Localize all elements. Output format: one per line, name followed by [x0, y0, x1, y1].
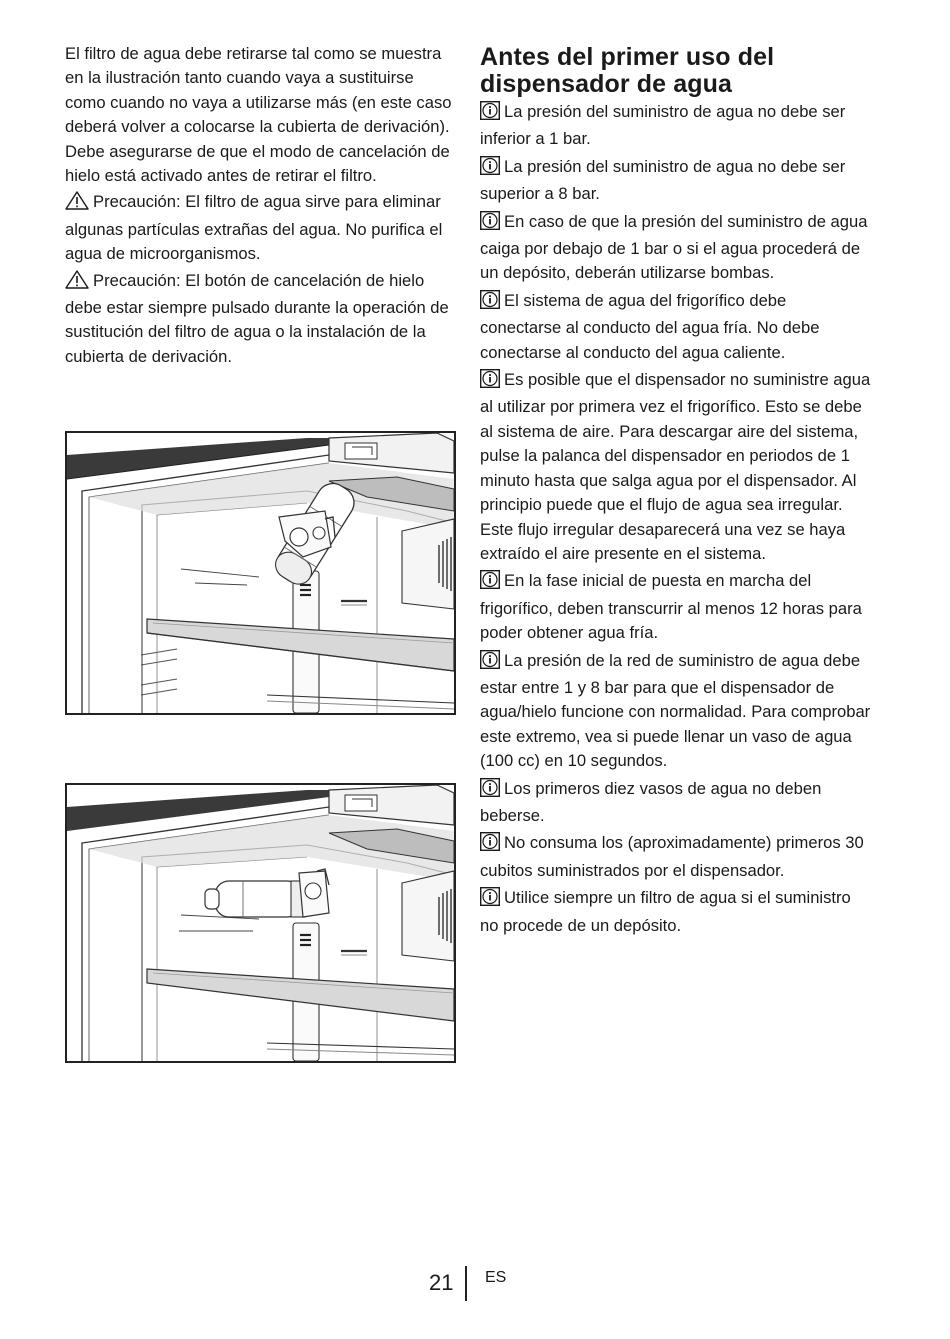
info-note — [480, 649, 872, 774]
info-icon — [480, 887, 500, 913]
info-note — [480, 155, 872, 207]
info-icon — [480, 650, 500, 676]
warning-triangle-icon — [65, 270, 89, 296]
info-note — [480, 368, 872, 566]
info-note-text: La presión de la red de suministro de agua debe estar entre 1 y 8 bar para que el dispensador de agua/hielo funcione con normalidad. Para comprobar este extremo, vea si puede llenar un vaso de agua (100 cc) en 10 segundos. — [480, 650, 871, 771]
page-footer — [0, 1266, 950, 1306]
info-note-text: No consuma los (aproximadamente) primeros 30 cubitos suministrados por el dispensador. — [480, 833, 864, 880]
info-note — [480, 569, 872, 645]
right-column — [480, 42, 872, 941]
info-icon — [480, 832, 500, 858]
left-column — [65, 42, 457, 369]
info-note-text: Utilice siempre un filtro de agua si el suministro no procede de un depósito. — [480, 888, 851, 935]
info-icon — [480, 101, 500, 127]
info-note-text: Es posible que el dispensador no suministre agua al utilizar por primera vez el frigorífico. Esto se debe al sistema de aire. Para descargar aire del sistema, pulse la palanca del dispensador en periodos de 1 minuto hasta que salga agua por el dispensador. Al principio puede que el flujo de agua sea irregular. Este flujo irregular desaparecerá una vez se haya extraído el aire presente en el sistema. — [480, 370, 871, 563]
footer-divider — [465, 1266, 467, 1301]
info-icon — [480, 570, 500, 596]
info-note-text: En caso de que la presión del suministro de agua caiga por debajo de 1 bar o si el agua procederá de un depósito, deberán utilizarse bombas. — [480, 211, 868, 283]
info-note — [480, 289, 872, 365]
intro-paragraph: El filtro de agua debe retirarse tal como se muestra en la ilustración tanto cuando vaya a sustituirse como cuando no vaya a utilizarse más (en este caso deberá volver a colocarse la cubierta de derivación). Debe asegurarse de que el modo de cancelación de hielo está activado antes de retirar el filtro. — [65, 44, 452, 186]
info-icon — [480, 290, 500, 316]
page-number: 21 — [429, 1270, 454, 1295]
caution-note — [65, 269, 457, 370]
illustration-filter-removal-step-2 — [65, 783, 456, 1063]
info-icon — [480, 778, 500, 804]
info-note-text: En la fase inicial de puesta en marcha del frigorífico, deben transcurrir al menos 12 horas para poder obtener agua fría. — [480, 571, 862, 643]
info-note — [480, 831, 872, 883]
info-note — [480, 777, 872, 829]
info-note-text: Los primeros diez vasos de agua no deben beberse. — [480, 778, 822, 825]
caution-text: Precaución: El botón de cancelación de hielo debe estar siempre pulsado durante la operación de sustitución del filtro de agua o la instalación de la cubierta de derivación. — [65, 270, 449, 366]
caution-text: Precaución: El filtro de agua sirve para eliminar algunas partículas extrañas del agua. No purifica el agua de microorganismos. — [65, 192, 443, 264]
section-heading: Antes del primer uso del dispensador de agua — [480, 43, 775, 98]
notes-list — [480, 100, 872, 938]
info-note-text: El sistema de agua del frigorífico debe conectarse al conducto del agua fría. No debe conectarse al conducto del agua caliente. — [480, 290, 820, 362]
info-icon — [480, 156, 500, 182]
warning-triangle-icon — [65, 191, 89, 217]
info-note — [480, 100, 872, 152]
info-note — [480, 886, 872, 938]
info-note — [480, 210, 872, 286]
info-note-text: La presión del suministro de agua no debe ser inferior a 1 bar. — [480, 102, 846, 149]
caution-note — [65, 190, 457, 266]
illustration-filter-removal-step-1 — [65, 431, 456, 715]
language-code: ES — [485, 1269, 507, 1286]
info-note-text: La presión del suministro de agua no debe ser superior a 8 bar. — [480, 156, 846, 204]
info-icon — [480, 211, 500, 237]
info-icon — [480, 369, 500, 395]
